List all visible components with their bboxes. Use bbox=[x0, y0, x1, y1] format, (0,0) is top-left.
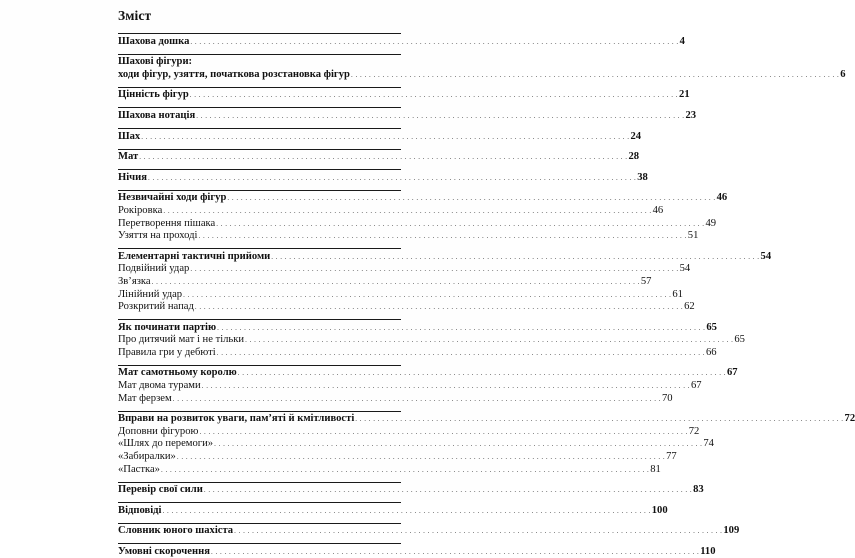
toc-page-number: 51 bbox=[687, 230, 699, 242]
toc-section bbox=[118, 411, 855, 476]
toc-section-heading[interactable] bbox=[118, 525, 740, 538]
toc-section-heading[interactable] bbox=[118, 151, 640, 164]
toc-entry-label: «Забиралки» bbox=[118, 451, 176, 463]
toc-entry-label: Лінійний удар bbox=[118, 288, 183, 300]
toc-entry-label: Перетворення пішака bbox=[118, 217, 216, 229]
toc-section bbox=[118, 107, 697, 122]
toc-entry-label: «Шлях до перемоги» bbox=[118, 438, 214, 450]
toc-entry-label: Незвичайні ходи фігур bbox=[118, 192, 227, 204]
page-title: Зміст bbox=[118, 8, 152, 23]
toc-entry-label: Словник юного шахіста bbox=[118, 525, 234, 537]
toc-entry-label: Цінність фігур bbox=[118, 89, 189, 101]
toc-section-heading[interactable] bbox=[118, 56, 401, 69]
toc-entry-label: Як починати партію bbox=[118, 321, 217, 333]
toc-entry-label: Шахові фігури: bbox=[118, 56, 193, 68]
toc-page-number: 57 bbox=[640, 275, 652, 287]
toc-section-heading[interactable] bbox=[118, 35, 685, 48]
toc-subentry[interactable] bbox=[118, 301, 695, 314]
dot-leader bbox=[204, 484, 692, 496]
dot-leader bbox=[355, 413, 843, 425]
toc-page-number: 65 bbox=[706, 321, 717, 333]
toc-section bbox=[118, 54, 846, 81]
dot-leader bbox=[190, 89, 678, 101]
dot-leader bbox=[214, 438, 702, 450]
toc-subentry[interactable] bbox=[118, 379, 702, 392]
dot-leader bbox=[199, 230, 687, 242]
toc-section-heading[interactable] bbox=[118, 192, 728, 205]
dot-leader bbox=[196, 110, 684, 122]
toc-page-number: 38 bbox=[637, 171, 648, 183]
toc-page-number: 67 bbox=[727, 367, 738, 379]
toc-section bbox=[118, 190, 728, 242]
toc-entry-label: Мат ферзем bbox=[118, 392, 172, 404]
toc-entry-label: Розкритий напад bbox=[118, 301, 194, 313]
toc-entry-label: Рокіровка bbox=[118, 204, 163, 216]
toc-subentry[interactable] bbox=[118, 334, 745, 347]
toc-subentry[interactable] bbox=[118, 392, 673, 405]
toc-section bbox=[118, 149, 640, 164]
toc-entry-label: Доповни фігурою bbox=[118, 425, 199, 437]
toc-subentry[interactable] bbox=[118, 263, 691, 276]
dot-leader bbox=[163, 205, 651, 217]
toc-page-number: 6 bbox=[840, 68, 846, 80]
toc-entry-label: «Пастка» bbox=[118, 463, 160, 475]
toc-section-heading[interactable] bbox=[118, 321, 717, 334]
toc-section bbox=[118, 248, 772, 313]
toc-entry-label: Зв’язка bbox=[118, 275, 151, 287]
dot-leader bbox=[141, 131, 629, 143]
toc-page-number: 70 bbox=[661, 392, 673, 404]
toc-subentry[interactable] bbox=[118, 438, 714, 451]
toc-entry-label: Шах bbox=[118, 130, 141, 142]
toc-section bbox=[118, 365, 738, 405]
toc-entry-label: Умовні скорочення bbox=[118, 546, 210, 557]
toc-section-heading[interactable] bbox=[118, 413, 855, 426]
dot-leader bbox=[217, 347, 705, 359]
toc-entry-label: Відповіді bbox=[118, 504, 162, 516]
dot-leader bbox=[173, 393, 661, 405]
toc-subentry[interactable] bbox=[118, 204, 664, 217]
toc-section-heading[interactable] bbox=[118, 109, 697, 122]
dot-leader bbox=[271, 251, 759, 263]
toc-page-number: 77 bbox=[666, 451, 677, 463]
toc-section-heading[interactable] bbox=[118, 89, 690, 102]
toc-page-number: 28 bbox=[628, 151, 640, 163]
toc-section bbox=[118, 523, 740, 538]
toc-section bbox=[118, 502, 668, 517]
toc-subentry[interactable] bbox=[118, 450, 677, 463]
toc-page-number: 81 bbox=[650, 463, 661, 475]
toc-page-number: 72 bbox=[844, 413, 855, 425]
dot-leader bbox=[183, 289, 671, 301]
toc-page-number: 110 bbox=[700, 546, 716, 557]
toc-section-heading[interactable] bbox=[118, 130, 642, 143]
toc-entry-label: Мат самотньому королю bbox=[118, 367, 237, 379]
dot-leader bbox=[202, 380, 690, 392]
toc-page-number: 65 bbox=[734, 334, 745, 346]
toc-page-number: 100 bbox=[651, 504, 668, 516]
toc-page-number: 4 bbox=[679, 35, 685, 47]
toc-page-number: 24 bbox=[630, 130, 642, 142]
toc-page-number: 109 bbox=[723, 525, 740, 537]
toc-entry-label: Узяття на проході bbox=[118, 230, 198, 242]
toc-page-number: 61 bbox=[672, 288, 683, 300]
toc-entry-label: ходи фігур, узяття, початкова розстановка фігур bbox=[118, 68, 350, 80]
toc-page-number: 46 bbox=[716, 192, 728, 204]
toc-section bbox=[118, 33, 685, 48]
toc-subentry[interactable] bbox=[118, 288, 683, 301]
dot-leader bbox=[139, 151, 627, 163]
toc-section-heading[interactable] bbox=[118, 504, 668, 517]
toc-entry-label: Мат bbox=[118, 151, 139, 163]
dot-leader bbox=[227, 192, 715, 204]
toc-subentry[interactable] bbox=[118, 346, 717, 359]
toc-subentry[interactable] bbox=[118, 217, 717, 230]
toc-entry-label: Подвійний удар bbox=[118, 263, 190, 275]
toc-entry-label: Мат двома турами bbox=[118, 380, 201, 392]
toc-entry-label: Правила гри у дебюті bbox=[118, 346, 216, 358]
toc-section-heading[interactable] bbox=[118, 68, 846, 81]
toc-entry-label: Про дитячий мат і не тільки bbox=[118, 334, 245, 346]
dot-leader bbox=[162, 505, 650, 517]
toc-page-number: 74 bbox=[703, 438, 714, 450]
table-of-contents bbox=[118, 33, 855, 558]
toc-section bbox=[118, 482, 704, 497]
toc-section-heading[interactable] bbox=[118, 171, 648, 184]
toc-subentry[interactable] bbox=[118, 463, 661, 476]
toc-page-number: 46 bbox=[652, 204, 664, 216]
toc-entry-label: Перевір свої сили bbox=[118, 484, 203, 496]
toc-subentry[interactable] bbox=[118, 275, 652, 288]
dot-leader bbox=[216, 218, 704, 230]
toc-page-number: 83 bbox=[693, 484, 704, 496]
toc-section-heading[interactable] bbox=[118, 545, 716, 558]
toc-page-number: 66 bbox=[705, 346, 717, 358]
toc-section bbox=[118, 128, 642, 143]
toc-section-heading[interactable] bbox=[118, 250, 772, 263]
toc-subentry[interactable] bbox=[118, 425, 700, 438]
toc-page-number: 62 bbox=[684, 301, 695, 313]
toc-subentry[interactable] bbox=[118, 230, 699, 243]
toc-page-number: 49 bbox=[705, 217, 717, 229]
toc-page-number: 67 bbox=[690, 380, 702, 392]
dot-leader bbox=[217, 322, 705, 334]
toc-page-number: 72 bbox=[688, 425, 700, 437]
toc-entry-label: Шахова нотація bbox=[118, 109, 196, 121]
toc-section-heading[interactable] bbox=[118, 367, 738, 380]
toc-entry-label: Нічия bbox=[118, 171, 147, 183]
dot-leader bbox=[152, 276, 640, 288]
dot-leader bbox=[351, 69, 839, 81]
toc-page-number: 21 bbox=[679, 89, 690, 101]
dot-leader bbox=[190, 263, 678, 275]
dot-leader bbox=[238, 367, 726, 379]
dot-leader bbox=[161, 464, 649, 476]
toc-entry-label: Елементарні тактичні прийоми bbox=[118, 250, 271, 262]
dot-leader bbox=[190, 36, 678, 48]
toc-page-number: 54 bbox=[679, 263, 691, 275]
toc-section-heading[interactable] bbox=[118, 484, 704, 497]
dot-leader bbox=[148, 172, 636, 184]
dot-leader bbox=[245, 334, 733, 346]
dot-leader bbox=[195, 301, 683, 313]
toc-page-number: 54 bbox=[760, 250, 772, 262]
dot-leader bbox=[234, 525, 722, 537]
toc-entry-label: Вправи на розвиток уваги, пам’яті й кмітливості bbox=[118, 413, 355, 425]
dot-leader bbox=[199, 426, 687, 438]
toc-section bbox=[118, 543, 716, 558]
toc-section bbox=[118, 319, 745, 359]
dot-leader bbox=[177, 451, 665, 463]
dot-leader bbox=[211, 546, 699, 558]
toc-section bbox=[118, 87, 690, 102]
toc-entry-label: Шахова дошка bbox=[118, 35, 190, 47]
toc-section bbox=[118, 169, 648, 184]
toc-page-number: 23 bbox=[685, 109, 697, 121]
